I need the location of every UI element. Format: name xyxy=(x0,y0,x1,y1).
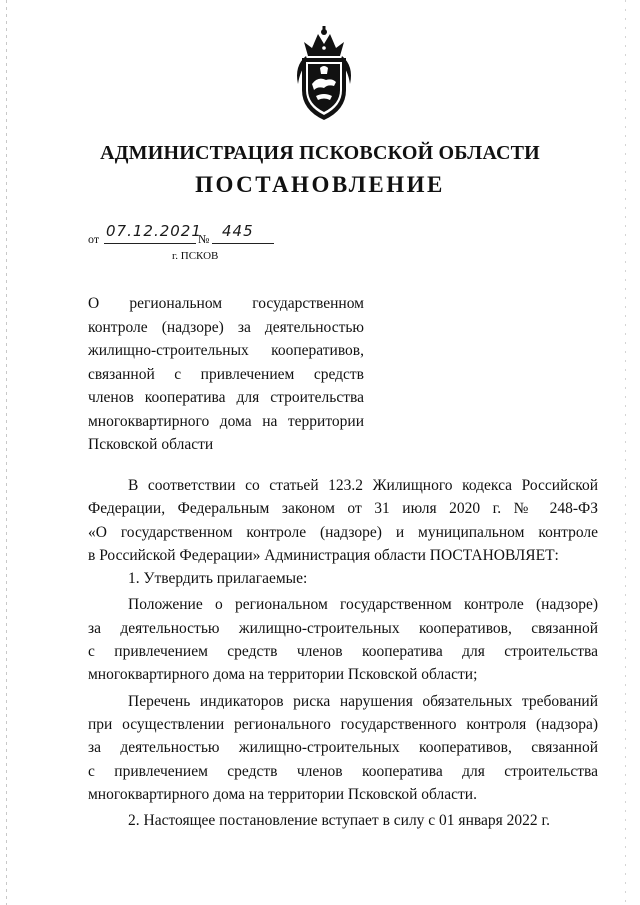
coat-of-arms-icon xyxy=(290,26,358,122)
body-line: Федерации, Федеральным законом от 31 июля 2020 г. № 248-ФЗ xyxy=(88,500,598,518)
body-line: Перечень индикаторов риска нарушения обязательных требований xyxy=(128,692,598,710)
subject-line: Псковской области xyxy=(88,436,214,453)
item-1-paragraph xyxy=(88,567,598,590)
document-body xyxy=(88,474,598,832)
body-line: с привлечением средств членов кооператива для строительства xyxy=(88,762,598,780)
body-line: многоквартирного дома на территории Псковской области; xyxy=(88,666,478,684)
date-underline xyxy=(104,243,196,244)
date-value: 07.12.2021 xyxy=(106,222,202,240)
document-type-heading: ПОСТАНОВЛЕНИЕ xyxy=(195,172,445,197)
subject-line: многоквартирного дома на территории xyxy=(88,412,364,430)
subject-line: О региональном государственном xyxy=(88,295,364,312)
date-prefix: от xyxy=(88,232,100,246)
body-line: В соответствии со статьей 123.2 Жилищного кодекса Российской xyxy=(128,477,598,494)
organization-title: АДМИНИСТРАЦИЯ ПСКОВСКОЙ ОБЛАСТИ xyxy=(100,142,540,164)
body-line: с привлечением средств членов кооператива для строительства xyxy=(88,643,598,661)
body-line: 1. Утвердить прилагаемые: xyxy=(128,570,308,588)
body-line: «О государственном контроле (надзоре) и муниципальном контроле xyxy=(88,523,598,541)
body-line: за деятельностью жилищно-строительных кооперативов, связанной xyxy=(88,739,598,757)
city-label: г. ПСКОВ xyxy=(172,250,219,262)
subject-line: жилищно-строительных кооперативов, xyxy=(88,342,364,359)
body-line: многоквартирного дома на территории Псковской области. xyxy=(88,785,477,803)
body-line: 2. Настоящее постановление вступает в силу с 01 января 2022 г. xyxy=(128,812,550,830)
position-paragraph xyxy=(88,593,598,686)
number-underline xyxy=(212,243,274,244)
item-2-paragraph xyxy=(88,809,598,832)
subject-line: контроле (надзоре) за деятельностью xyxy=(88,318,364,336)
scan-edge-right xyxy=(625,0,626,905)
subject-line: членов кооператива для строительства xyxy=(88,389,364,406)
subject-line: связанной с привлечением средств xyxy=(88,365,364,383)
scan-edge-left xyxy=(6,0,7,905)
number-prefix: № xyxy=(198,232,210,246)
date-number-line xyxy=(88,224,288,246)
document-subject xyxy=(88,292,364,457)
body-line: за деятельностью жилищно-строительных кооперативов, связанной xyxy=(88,619,598,637)
body-line: Положение о региональном государственном контроле (надзоре) xyxy=(128,596,598,614)
body-line: при осуществлении регионального государственного контроля (надзора) xyxy=(88,715,598,733)
list-paragraph xyxy=(88,690,598,806)
body-line: в Российской Федерации» Администрация области ПОСТАНОВЛЯЕТ: xyxy=(88,546,559,564)
number-value: 445 xyxy=(222,222,254,240)
intro-paragraph xyxy=(88,474,598,567)
